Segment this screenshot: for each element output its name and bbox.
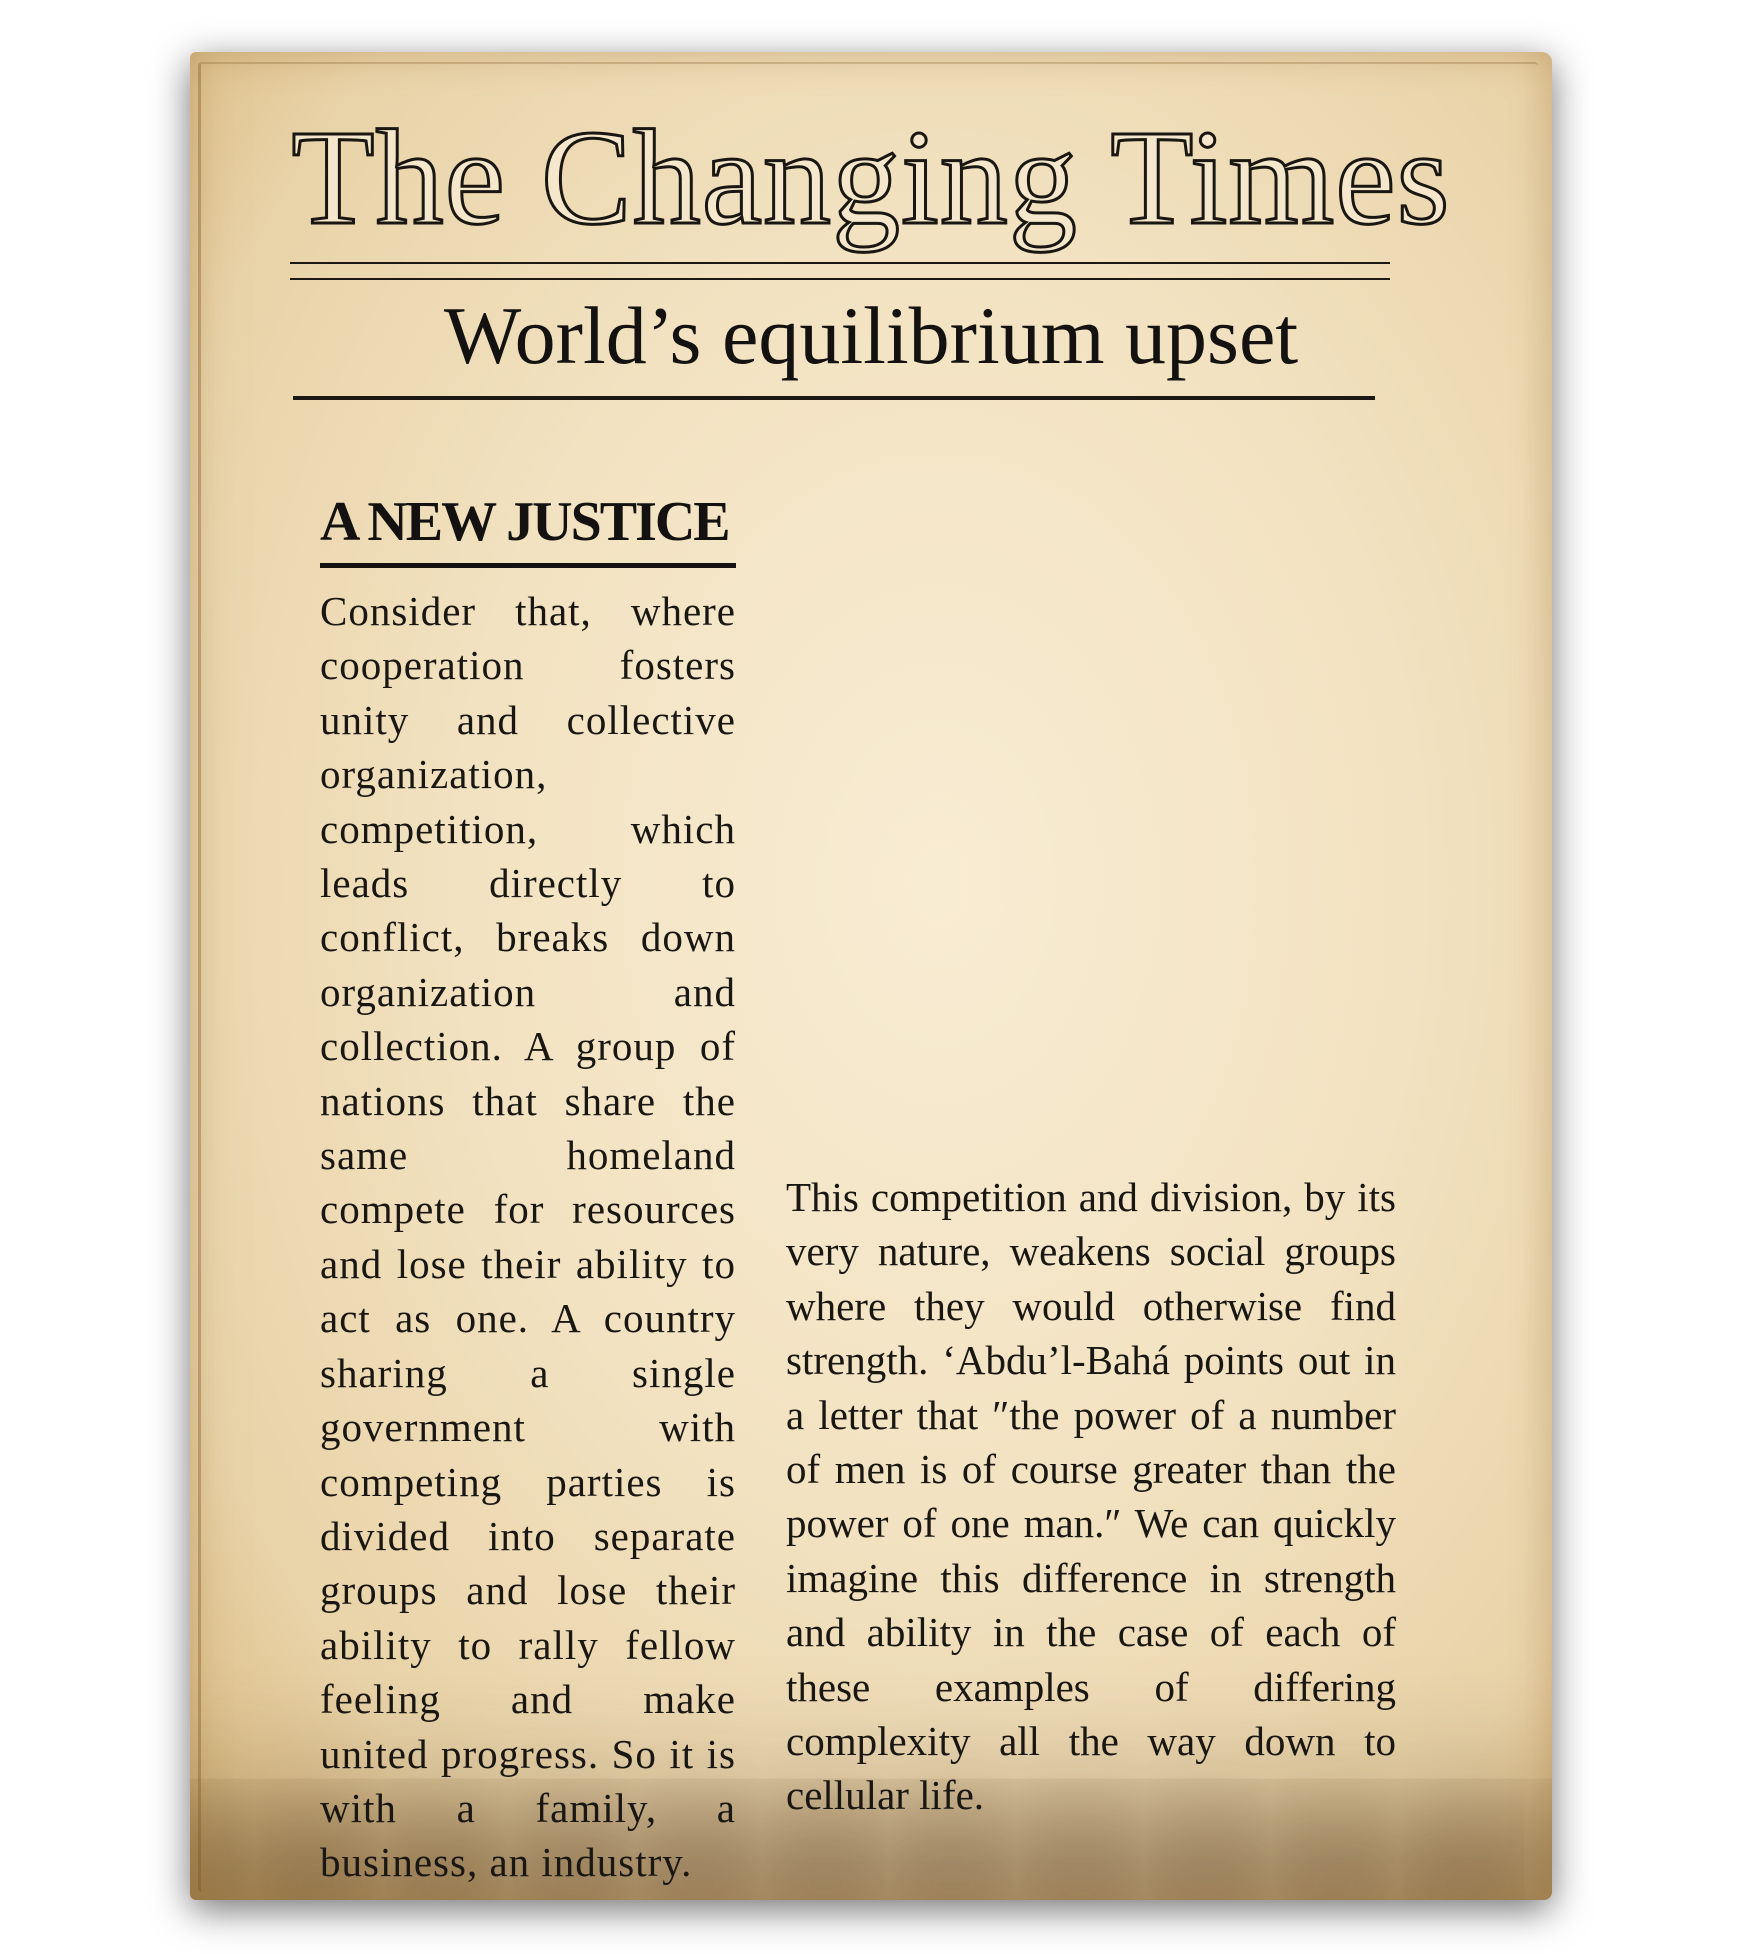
article-left-column: Consider that, where cooperation fosters unity and collective organization, competition, which leads directly to conflict, breaks down organization and collection. A group of nations that share the same homeland compete for resources and lose their ability to act as one. A country sharing a single government with competing parties is divided into separate groups and lose their ability to rally fellow feeling and make united progress. So it is with a family, a business, an industry.: [320, 588, 736, 1886]
masthead-rule-bottom: [290, 278, 1390, 280]
headline: World’s equilibrium upset: [443, 290, 1299, 381]
section-title: A NEW JUSTICE: [320, 487, 736, 568]
newspaper-page: [190, 52, 1552, 1900]
headline-rule: [293, 396, 1375, 400]
masthead-rule-top: [290, 262, 1390, 264]
masthead-title: The Changing Times: [291, 103, 1451, 253]
article-right-column: This competition and division, by its very nature, weakens social groups where they would otherwise find strength. ‘Abdu’l-Bahá points out in a letter that ″the power of a number of men is of course greater than the power of one man.″ We can quickly imagine this difference in strength and ability in the case of each of these examples of differing complexity all the way down to cellular life.: [786, 1174, 1396, 1819]
